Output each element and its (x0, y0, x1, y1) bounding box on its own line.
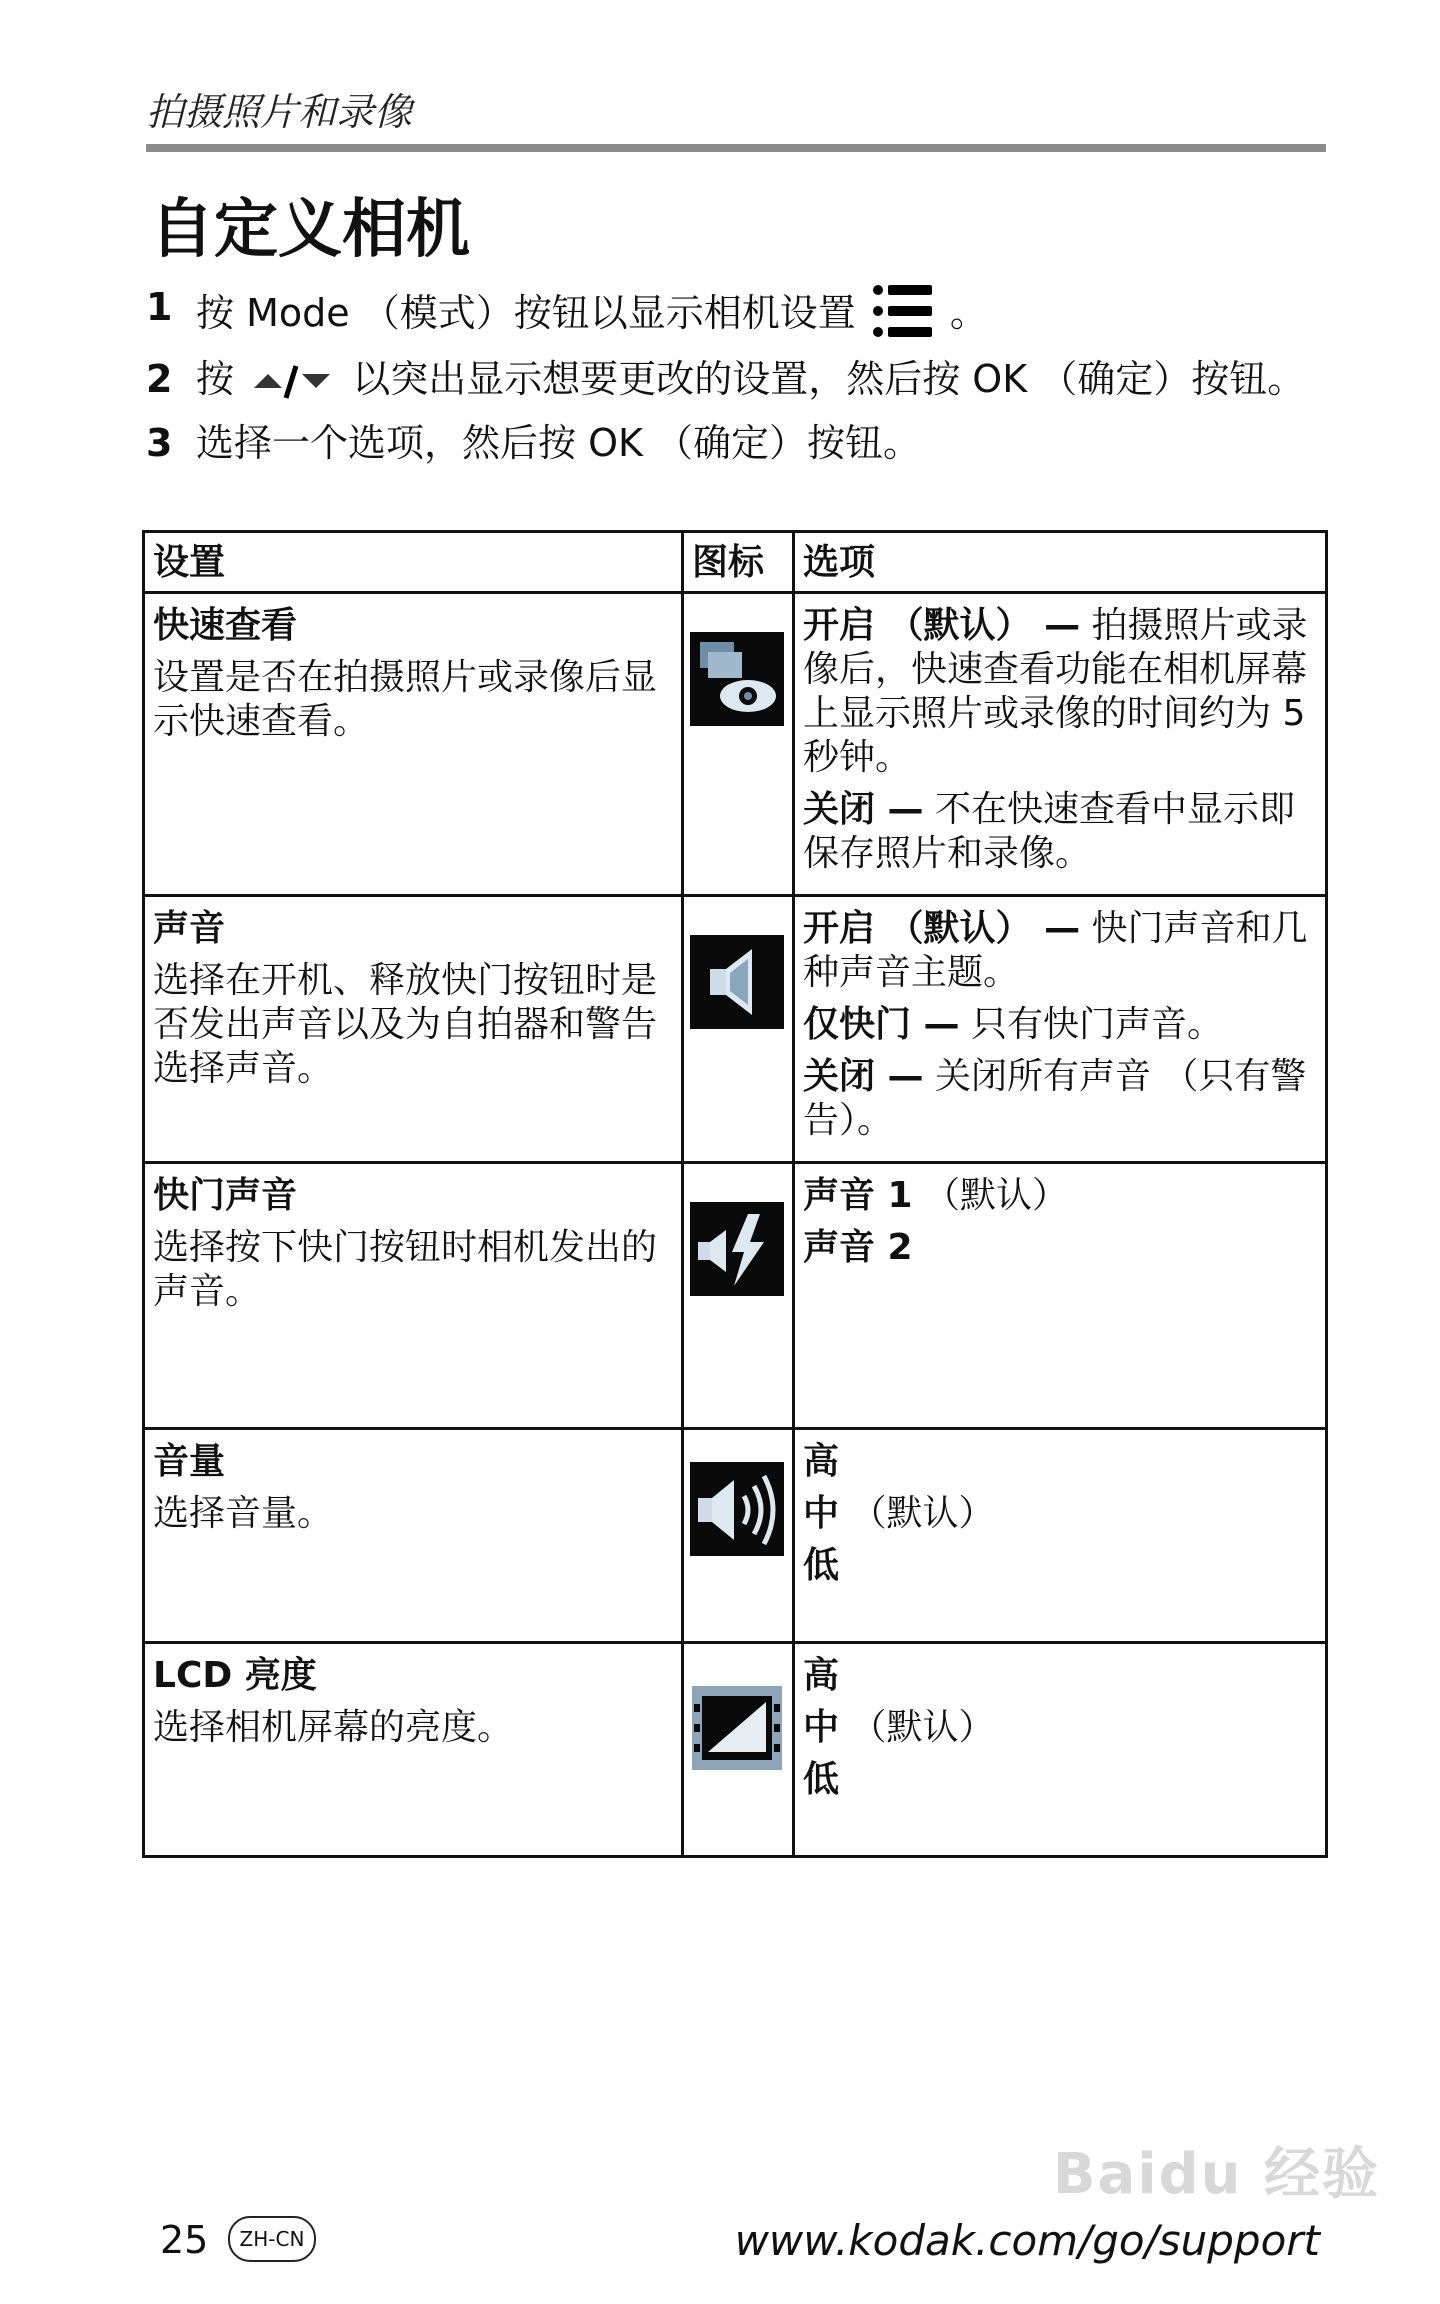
option-label: 关闭 — (803, 1056, 924, 1097)
page-title: 自定义相机 (150, 193, 470, 267)
option-label: 仅快门 — (803, 1004, 960, 1045)
table-row (144, 1163, 1327, 1429)
support-url[interactable]: www.kodak.com/go/support (734, 2216, 1320, 2265)
icon-cell (683, 1163, 794, 1429)
option-label: 声音 1 (803, 1175, 913, 1216)
option-label: 中 (803, 1493, 840, 1534)
setting-description: 选择在开机、释放快门按钮时是否发出声音以及为自拍器和警告选择声音。 (153, 960, 658, 1089)
column-header-options: 选项 (794, 532, 1327, 593)
option-item (803, 1544, 1317, 1588)
options-cell (794, 896, 1327, 1163)
table-row (144, 1643, 1327, 1857)
options-cell (794, 1429, 1327, 1643)
setting-description: 设置是否在拍摄照片或录像后显示快速查看。 (153, 657, 658, 742)
menu-icon (872, 282, 934, 340)
options-cell (794, 1163, 1327, 1429)
step-3 (146, 418, 1326, 468)
watermark: Baidu 经验 (1052, 2142, 1380, 2207)
column-header-setting: 设置 (144, 532, 683, 593)
step-2 (146, 354, 1326, 404)
option-item (803, 1055, 1317, 1143)
locale-badge: ZH-CN (228, 2216, 316, 2262)
option-label: 低 (803, 1759, 840, 1800)
setting-cell (144, 1643, 683, 1857)
option-item (803, 1492, 1317, 1536)
option-item (803, 1226, 1317, 1270)
option-label: 低 (803, 1545, 840, 1586)
table-header-row (144, 532, 1327, 593)
quickview-icon (690, 632, 784, 726)
settings-table (142, 530, 1328, 1858)
option-item (803, 1654, 1317, 1698)
option-item (803, 1003, 1317, 1047)
lcd-brightness-icon (690, 1680, 784, 1774)
option-text: 只有快门声音。 (959, 1004, 1223, 1045)
option-item (803, 1706, 1317, 1750)
step-text-end: 以突出显示想要更改的设置，然后按 OK （确定）按钮。 (352, 357, 1306, 401)
setting-cell (144, 1163, 683, 1429)
table-row (144, 593, 1327, 896)
setting-cell (144, 896, 683, 1163)
step-text: 按 Mode （模式）按钮以显示相机设置 (196, 291, 856, 335)
step-text-end: 。 (949, 291, 988, 335)
option-label: 中 (803, 1707, 840, 1748)
header-title: 拍摄照片和录像 (146, 90, 413, 134)
setting-name: 声音 (153, 908, 226, 949)
step-1 (146, 282, 1326, 340)
step-number: 2 (146, 357, 173, 401)
option-label: 高 (803, 1655, 840, 1696)
icon-cell (683, 1429, 794, 1643)
setting-description: 选择音量。 (153, 1493, 334, 1534)
column-header-icon: 图标 (683, 532, 794, 593)
table-row (144, 1429, 1327, 1643)
step-text: 按 (196, 357, 235, 401)
setting-description: 选择按下快门按钮时相机发出的声音。 (153, 1227, 658, 1312)
option-item (803, 1440, 1317, 1484)
setting-cell (144, 1429, 683, 1643)
icon-cell (683, 593, 794, 896)
up-down-arrows-icon (250, 358, 336, 402)
table-row (144, 896, 1327, 1163)
shutter-sound-icon (690, 1202, 784, 1296)
option-text: （默认） (912, 1175, 1069, 1216)
setting-name: 快门声音 (153, 1175, 298, 1216)
option-text: （默认） (839, 1707, 995, 1748)
option-label: 声音 2 (803, 1227, 913, 1268)
option-item (803, 788, 1317, 876)
step-number: 3 (146, 421, 173, 465)
options-cell (794, 1643, 1327, 1857)
option-label: 高 (803, 1441, 840, 1482)
option-item (803, 604, 1317, 780)
page-footer (160, 2210, 1320, 2270)
option-text: （默认） (839, 1493, 995, 1534)
option-item (803, 1758, 1317, 1802)
page-number: 25 (160, 2218, 209, 2262)
page-header (146, 88, 1326, 152)
option-label: 开启 （默认） — (803, 605, 1081, 646)
header-divider (146, 144, 1326, 152)
speaker-icon (690, 935, 784, 1029)
option-label: 开启 （默认） — (803, 908, 1081, 949)
volume-icon (690, 1462, 784, 1556)
setting-cell (144, 593, 683, 896)
icon-cell (683, 1643, 794, 1857)
option-label: 关闭 — (803, 789, 924, 830)
setting-name: 快速查看 (153, 605, 298, 646)
step-number: 1 (146, 285, 173, 329)
step-text: 选择一个选项，然后按 OK （确定）按钮。 (196, 421, 921, 465)
option-item (803, 907, 1317, 995)
setting-name: 音量 (153, 1441, 226, 1482)
option-text: 不在快速查看中显示即保存照片和录像。 (803, 789, 1295, 874)
steps-list (146, 282, 1326, 482)
options-cell (794, 593, 1327, 896)
option-text: 拍摄照片或录像后，快速查看功能在相机屏幕上显示照片或录像的时间约为 5 秒钟。 (803, 605, 1308, 778)
option-item (803, 1174, 1317, 1218)
setting-description: 选择相机屏幕的亮度。 (153, 1707, 514, 1748)
option-text: 快门声音和几种声音主题。 (803, 908, 1308, 993)
option-text: 关闭所有声音 （只有警告）。 (803, 1056, 1307, 1141)
icon-cell (683, 896, 794, 1163)
setting-name: LCD 亮度 (153, 1655, 317, 1696)
